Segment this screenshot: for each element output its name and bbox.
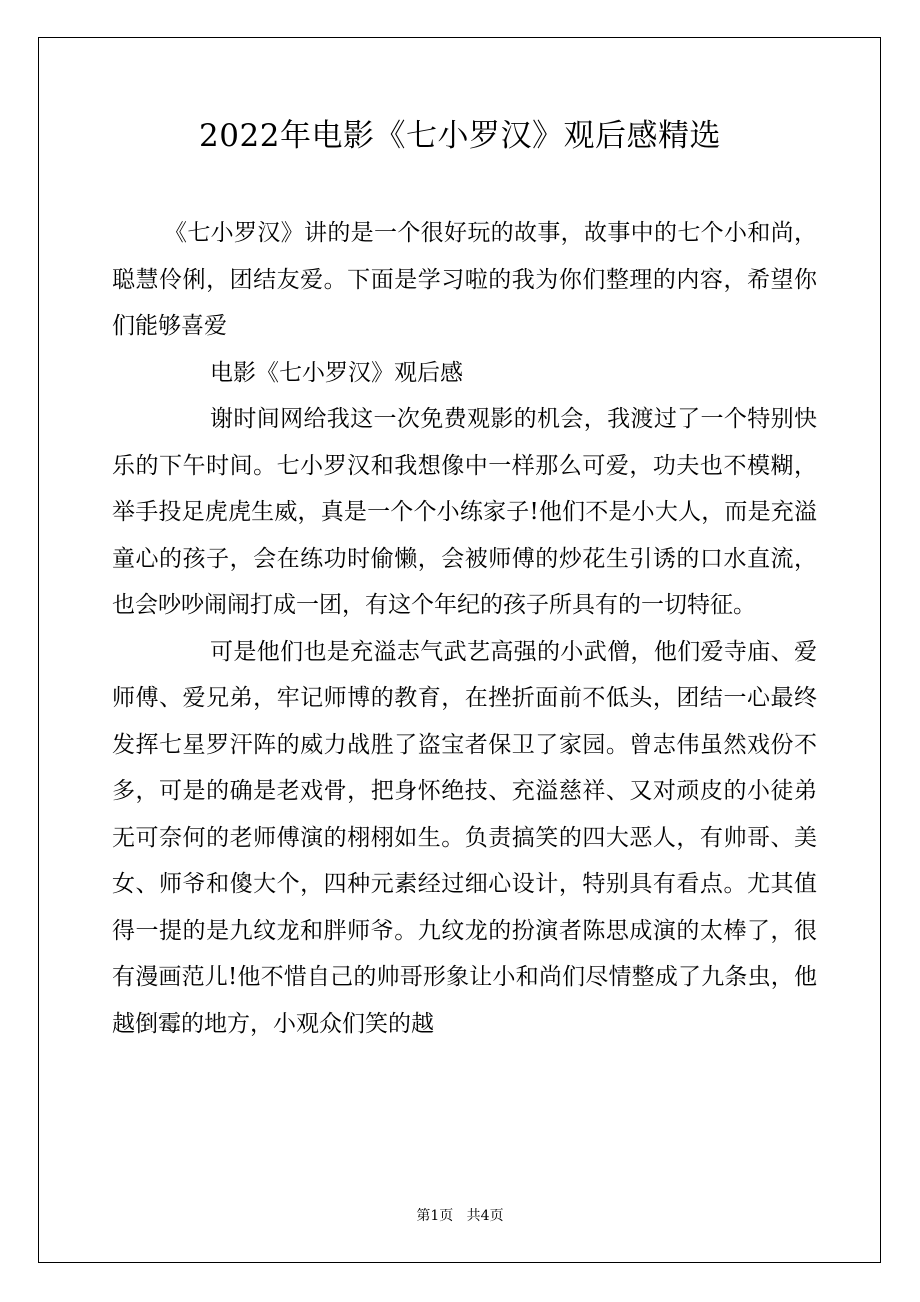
intro-paragraph: 《七小罗汉》讲的是一个很好玩的故事，故事中的七个小和尚，聪慧伶俐，团结友爱。下面是学习啦的我为你们整理的内容，希望你们能够喜爱 xyxy=(112,220,817,339)
body-paragraph: 谢时间网给我这一次免费观影的机会，我渡过了一个特别快乐的下午时间。七小罗汉和我想像中一样那么可爱，功夫也不模糊，举手投足虎虎生威，真是一个个小练家子!他们不是小大人，而是充溢童心的孩子，会在练功时偷懒，会被师傅的炒花生引诱的口水直流，也会吵吵闹闹打成一团，有这个年纪的孩子所具有的一切特征。 xyxy=(112,406,817,618)
page-footer xyxy=(0,1206,920,1226)
page-number: 第1页 xyxy=(416,1208,454,1224)
document-body xyxy=(112,210,817,1047)
page-total: 共4页 xyxy=(466,1208,504,1224)
body-paragraph: 可是他们也是充溢志气武艺高强的小武僧，他们爱寺庙、爱师傅、爱兄弟，牢记师博的教育，在挫折面前不低头，团结一心最终发挥七星罗汗阵的威力战胜了盗宝者保卫了家园。曾志伟虽然戏份不多，可是的确是老戏骨，把身怀绝技、充溢慈祥、又对顽皮的小徒弟无可奈何的老师傅演的栩栩如生。负责搞笑的四大恶人，有帅哥、美女、师爷和傻大个，四种元素经过细心设计，特别具有看点。尤其值得一提的是九纹龙和胖师爷。九纹龙的扮演者陈思成演的太棒了，很有漫画范儿!他不惜自己的帅哥形象让小和尚们尽情整成了九条虫，他越倒霉的地方，小观众们笑的越 xyxy=(112,638,817,1037)
document-title: 2022年电影《七小罗汉》观后感精选 xyxy=(199,118,721,154)
section-heading: 电影《七小罗汉》观后感 xyxy=(210,359,463,386)
